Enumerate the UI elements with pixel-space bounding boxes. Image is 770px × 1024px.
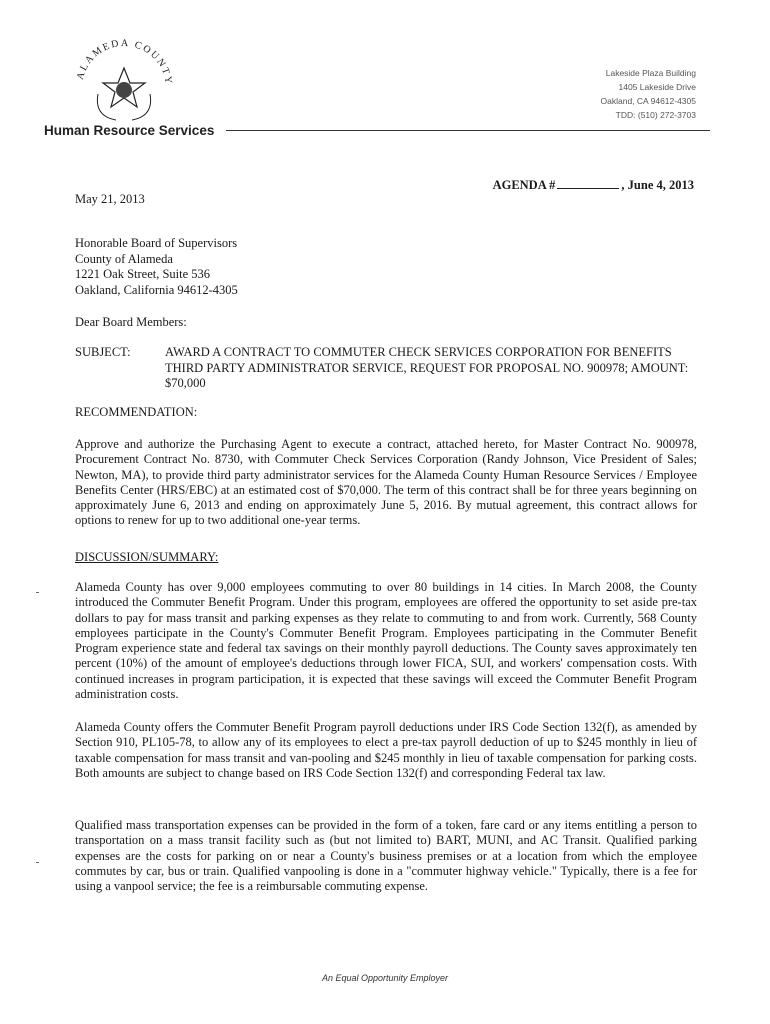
recipient-line: Honorable Board of Supervisors [75, 236, 238, 250]
footer-tagline: An Equal Opportunity Employer [321, 973, 449, 983]
address-line: Lakeside Plaza Building [605, 68, 696, 78]
agenda-number-blank [557, 178, 619, 189]
discussion-heading: DISCUSSION/SUMMARY: [75, 550, 219, 564]
agenda-date: , June 4, 2013 [621, 178, 694, 192]
recipient-line: 1221 Oak Street, Suite 536 [75, 267, 211, 281]
seal-text: ALAMEDA COUNTY [74, 37, 175, 87]
agenda-line [493, 178, 694, 193]
address-line: TDD: (510) 272-3703 [615, 110, 696, 120]
salutation: Dear Board Members: [75, 315, 187, 329]
discussion-paragraph: Alameda County has over 9,000 employees commuting to over 80 buildings in 14 cities. In March 2008, the County introduced the Commuter Benefit Program. Under this program, employees are offered the opportunity to set aside pre-tax dollars to pay for mass transit and parking expenses as they relate to commuting to and from work. Currently, 568 County employees participate in the County's Commuter Benefit Program. Employees participating in the Commuter Benefit Program experience state and federal tax savings on their monthly payroll deductions. The County saves approximately ten percent (10%) of the amount of employee's deductions through lower FICA, SUI, and workers' compensation costs. With continued increases in program participation, it is expected that these savings will exceed the Commuter Benefit Program administration costs. [75, 580, 697, 702]
recipient-address [75, 236, 238, 298]
discussion-paragraph: Qualified mass transportation expenses can be provided in the form of a token, fare card or any items entitling a person to transportation on a mass transit facility such as (but not limited to) BART, MUNI, and AC Transit. Qualified parking expenses are the costs for parking on or near a County's business premises or at a location from which the employee commutes by car, bus or train. Qualified vanpooling is done in a "commuter highway vehicle." Typically, there is a fee for using a vanpool service; the fee is a reimbursable commuting expense. [75, 818, 697, 894]
address-line: Oakland, CA 94612-4305 [600, 96, 696, 106]
recipient-line: Oakland, California 94612-4305 [75, 282, 238, 297]
letter-date: May 21, 2013 [75, 192, 145, 206]
address-block [601, 66, 696, 122]
margin-mark [36, 592, 39, 593]
department-name: Human Resource Services [44, 123, 215, 138]
recipient-line: County of Alameda [75, 251, 173, 266]
agenda-prefix: AGENDA # [492, 178, 556, 192]
svg-text:ALAMEDA COUNTY [75, 38, 174, 86]
discussion-paragraph: Alameda County offers the Commuter Benefit Program payroll deductions under IRS Code Section 132(f), as amended by Section 910, PL105-78, to allow any of its employees to elect a pre-tax payroll deduction of up to $245 monthly in lieu of taxable compensation for mass transit and van-pooling and $245 monthly in lieu of taxable compensation for parking costs. Both amounts are subject to change based on IRS Code Section 132(f) and corresponding Federal tax law. [75, 720, 697, 780]
margin-mark [36, 862, 39, 863]
subject-line [75, 345, 695, 392]
subject-text: AWARD A CONTRACT TO COMMUTER CHECK SERVICES CORPORATION FOR BENEFITS THIRD PARTY ADMINISTRATOR SERVICE, REQUEST FOR PROPOSAL NO. 900978; AMOUNT: $70,000 [165, 345, 689, 390]
header-rule [226, 130, 710, 131]
subject-label: SUBJECT: [75, 345, 131, 359]
recommendation-heading: RECOMMENDATION: [75, 405, 198, 419]
address-line: 1405 Lakeside Drive [618, 82, 696, 92]
recommendation-paragraph: Approve and authorize the Purchasing Agent to execute a contract, attached hereto, for Master Contract No. 900978, Procurement Contract No. 8730, with Commuter Check Services Corporation (Randy Johnson, Vice President of Sales; Newton, MA), to provide third party administrator services for the Alameda County Human Resource Services / Employee Benefits Center (HRS/EBC) at an estimated cost of $70,000. The term of this contract shall be for three years beginning on approximately June 6, 2013 and ending on approximately June 5, 2016. By mutual agreement, this contract allows for options to renew for up to two additional one-year terms. [75, 437, 697, 528]
county-seal-logo [68, 30, 180, 130]
